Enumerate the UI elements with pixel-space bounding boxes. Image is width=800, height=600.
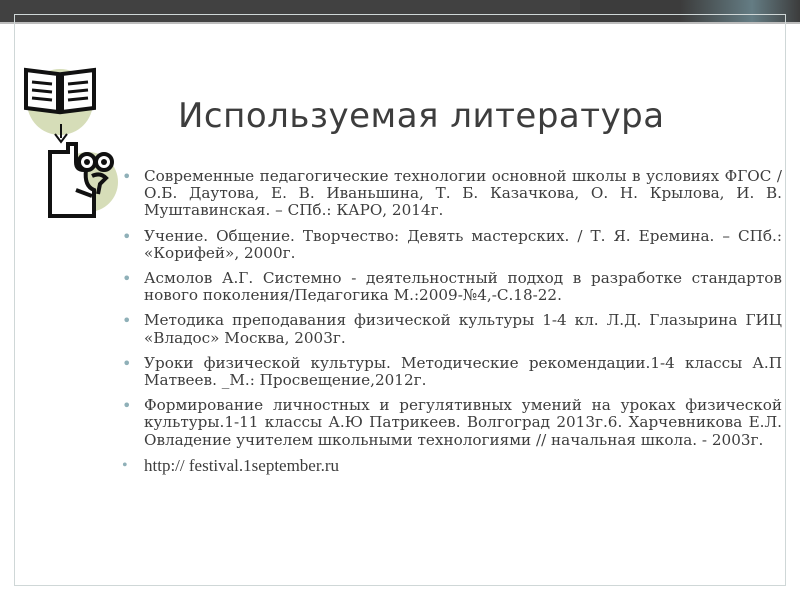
reference-item: • Формирование личностных и регулятивных умений на уроках физической культуры.1-11 классы А.Ю Патрикеев. Волгоград 2013г.6. Харчевникова Е.Л. Овладение учителем школьными технологиями // начальная школа. - 2003г. (122, 397, 782, 449)
thinking-face-icon (40, 140, 124, 222)
reference-item: • Уроки физической культуры. Методические рекомендации.1-4 классы А.П Матвеев. _М.: Просвещение,2012г. (122, 355, 782, 389)
reference-item: • Асмолов А.Г. Системно - деятельностный подход в разработке стандартов нового поколения/Педагогика М.:2009-№4,-С.18-22. (122, 270, 782, 304)
references-list (122, 168, 782, 482)
slide-title: Используемая литература (178, 96, 665, 136)
reference-item: • Учение. Общение. Творчество: Девять мастерских. / Т. Я. Еремина. – СПб.: «Корифей», 2000г. (122, 228, 782, 262)
reference-item: • Методика преподавания физической культуры 1-4 кл. Л.Д. Глазырина ГИЦ «Владос» Москва, 2003г. (122, 312, 782, 346)
reference-item: • Современные педагогические технологии основной школы в условиях ФГОС / О.Б. Даутова, Е. В. Иваньшина, Т. Б. Казачкова, О. Н. Крылова, И. В. Муштавинская. – СПб.: КАРО, 2014г. (122, 168, 782, 220)
reference-link[interactable]: • http:// festival.1september.ru (122, 457, 782, 474)
